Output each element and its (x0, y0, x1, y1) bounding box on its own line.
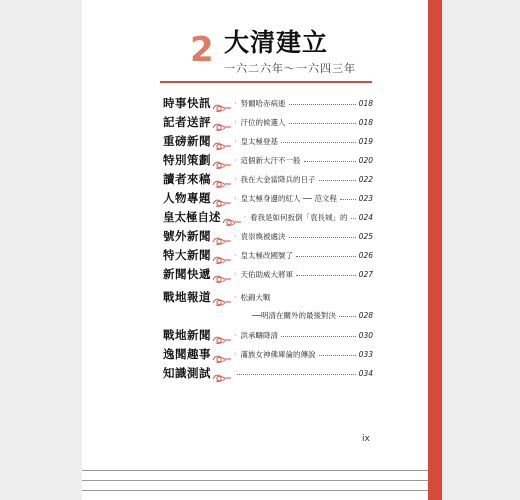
toc-row[interactable] (163, 95, 373, 111)
toc-entry: 我在大金當降兵的日子 (240, 174, 316, 184)
cloud-ornament-icon (212, 98, 232, 108)
toc-row[interactable] (163, 171, 373, 187)
dot-leader (237, 374, 356, 375)
toc-category: 新聞快遞 (163, 267, 211, 281)
page-edge-stripe (428, 0, 442, 500)
cloud-ornament-icon (222, 212, 242, 222)
dot-leader (289, 123, 356, 124)
dot-leader (304, 161, 356, 162)
toc-entry: 皇太極改國號了 (240, 250, 294, 260)
dot-leader (281, 142, 356, 143)
toc-category: 特別策劃 (163, 153, 211, 167)
toc-category: 知識測試 (163, 366, 211, 380)
toc-category: 特大新聞 (163, 248, 211, 262)
toc-continuation[interactable] (252, 308, 373, 322)
toc-entry: 這個新大汗不一般 (240, 155, 301, 165)
toc-entry: 皇太極身邊的紅人 ── 范文程 (240, 193, 337, 203)
toc-category: 記者送評 (163, 115, 211, 129)
toc-entry: 袁崇煥被處決 (240, 231, 286, 241)
toc-row[interactable] (163, 289, 373, 305)
toc-row[interactable] (163, 209, 373, 225)
dot-leader (296, 256, 356, 257)
bullet-dot: · (234, 250, 237, 260)
bullet-dot: · (234, 174, 237, 184)
bullet-dot: · (234, 193, 237, 203)
bullet-dot: · (234, 136, 237, 146)
dot-leader (296, 275, 356, 276)
header-rule (160, 81, 372, 83)
toc-page-number: 023 (358, 193, 373, 203)
toc-category: 號外新聞 (163, 229, 211, 243)
toc-category: 戰地新聞 (163, 328, 211, 342)
chapter-years: 一六二六年～一六四三年 (224, 62, 356, 75)
toc-category: 逸聞趣事 (163, 347, 211, 361)
page-edge-line (82, 490, 428, 491)
cloud-ornament-icon (212, 330, 232, 340)
dot-leader (351, 218, 356, 219)
toc-row[interactable] (163, 133, 373, 149)
toc-row[interactable] (163, 152, 373, 168)
toc-entry: 松錦大戰 (240, 292, 271, 302)
cloud-ornament-icon (212, 193, 232, 203)
toc-page-number: 025 (358, 231, 373, 241)
dot-leader (319, 355, 356, 356)
cloud-ornament-icon (212, 155, 232, 165)
chapter-number: 2 (190, 30, 214, 70)
toc-row[interactable] (163, 327, 373, 343)
toc-row[interactable] (163, 266, 373, 282)
dot-leader (289, 237, 356, 238)
dot-leader (340, 199, 356, 200)
toc-entry: 看我是如何扳倒「袁長城」的 (250, 212, 348, 222)
dot-leader (281, 336, 356, 337)
dot-leader (289, 104, 356, 105)
toc-category: 重磅新聞 (163, 134, 211, 148)
bullet-dot: · (234, 349, 237, 359)
cloud-ornament-icon (212, 269, 232, 279)
toc-page-number: 018 (358, 117, 373, 127)
chapter-title: 大清建立 (224, 28, 329, 57)
bullet-dot: · (234, 231, 237, 241)
cloud-ornament-icon (212, 292, 232, 302)
page-folio: ix (362, 434, 370, 444)
toc-page-number: 027 (358, 269, 373, 279)
bullet-dot: · (234, 330, 237, 340)
toc-entry: 汗位的候選人 (240, 117, 286, 127)
toc-category: 戰地報道 (163, 290, 211, 304)
bullet-dot: · (234, 269, 237, 279)
toc-page-number: 033 (358, 349, 373, 359)
toc-entry: 皇太極登基 (240, 136, 279, 146)
dot-leader (319, 180, 356, 181)
toc-category: 皇太極自述 (163, 210, 221, 224)
page-edge-line (82, 480, 428, 481)
toc-entry: 努爾哈赤病逝 (240, 98, 286, 108)
toc-page-number: 022 (358, 174, 373, 184)
toc-page-number: 030 (358, 330, 373, 340)
page-edge-line (82, 470, 428, 471)
toc-entry: 天佑助威大將軍 (240, 269, 294, 279)
bullet-dot: · (234, 155, 237, 165)
toc-page-number: 018 (358, 98, 373, 108)
toc-row[interactable] (163, 228, 373, 244)
cloud-ornament-icon (212, 231, 232, 241)
bullet-dot: · (234, 98, 237, 108)
cloud-ornament-icon (212, 250, 232, 260)
toc-entry: 滿族女神佛庫倫的傳說 (240, 349, 316, 359)
dot-leader (339, 316, 356, 317)
cloud-ornament-icon (212, 368, 232, 378)
bullet-dot: · (234, 292, 237, 302)
cloud-ornament-icon (212, 136, 232, 146)
toc-category: 人物專題 (163, 191, 211, 205)
toc-row[interactable] (163, 365, 373, 381)
toc-page-number: 034 (358, 368, 373, 378)
toc-entry: 洪承疇降清 (240, 330, 279, 340)
cloud-ornament-icon (212, 349, 232, 359)
bullet-dot: · (234, 117, 237, 127)
toc-row[interactable] (163, 247, 373, 263)
toc-row[interactable] (163, 114, 373, 130)
toc-row[interactable] (163, 346, 373, 362)
bullet-dot: · (243, 212, 247, 222)
toc-category: 讀者來稿 (163, 172, 211, 186)
toc-category: 時事快訊 (163, 96, 211, 110)
toc-page-number: 026 (358, 250, 373, 260)
toc-continuation-page: 028 (358, 310, 373, 320)
toc-page-number: 019 (358, 136, 373, 146)
cloud-ornament-icon (212, 117, 232, 127)
cloud-ornament-icon (212, 174, 232, 184)
toc-page-number: 020 (358, 155, 373, 165)
toc-continuation-entry: ──明清在關外的最後對決 (252, 310, 337, 320)
toc-page-number: 024 (358, 212, 373, 222)
toc-row[interactable] (163, 190, 373, 206)
